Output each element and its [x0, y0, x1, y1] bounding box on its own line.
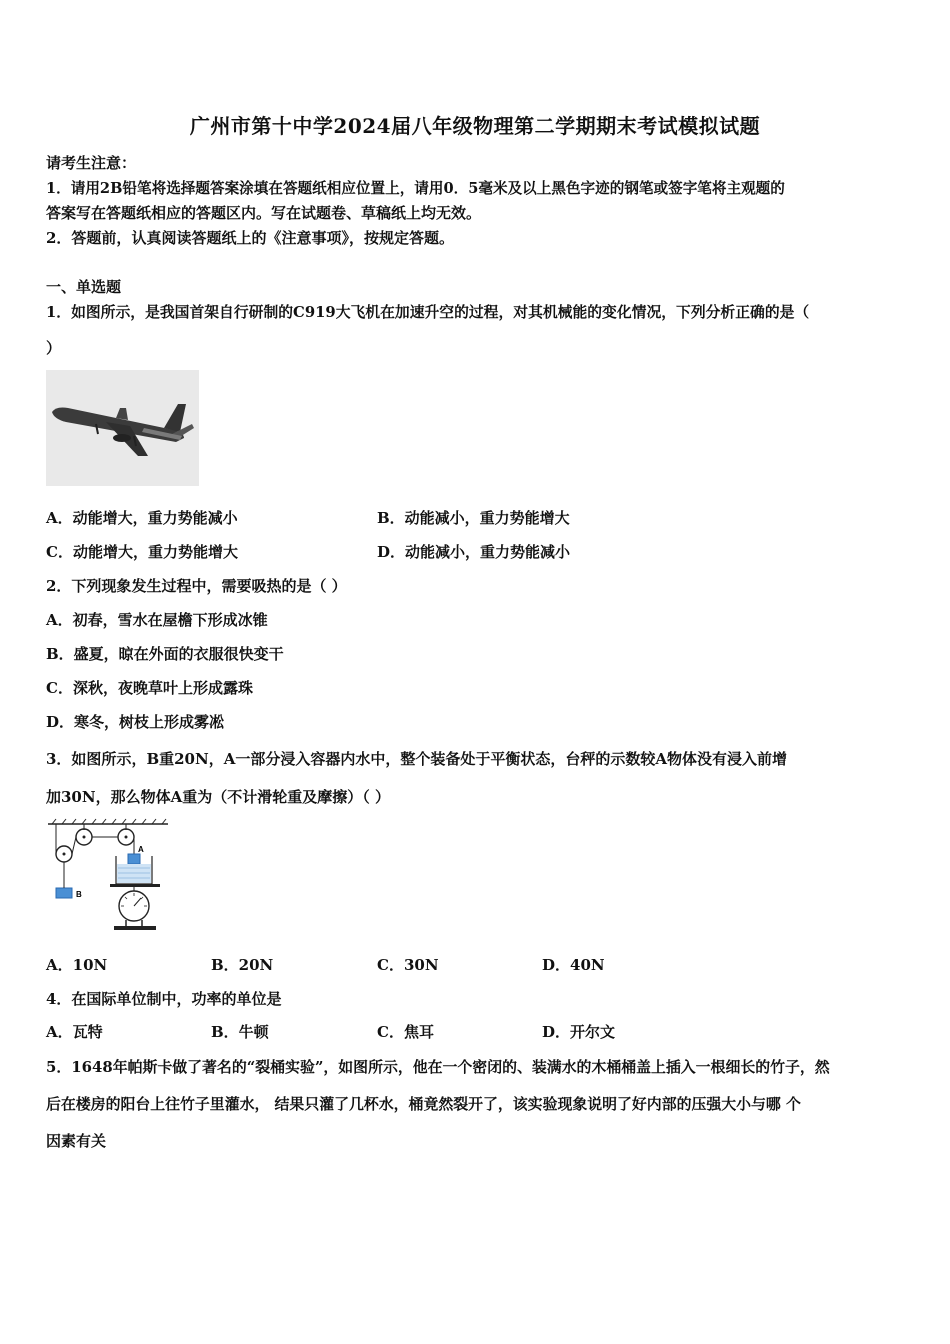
- q1-option-c[interactable]: C．动能增大，重力势能增大: [46, 543, 238, 561]
- pulley-scale-diagram: [46, 818, 172, 936]
- q2-option-d[interactable]: D．寒冬，树枝上形成雾凇: [46, 713, 225, 731]
- label-a: A: [138, 845, 144, 854]
- q2-option-c[interactable]: C．深秋，夜晚草叶上形成露珠: [46, 679, 253, 697]
- q5-line-1: 5．1648年帕斯卡做了著名的“裂桶实验”，如图所示，他在一个密闭的、装满水的木桶桶盖上插入一根细长的竹子，然: [46, 1058, 830, 1076]
- notice-line-2: 2．答题前，认真阅读答题纸上的《注意事项》，按规定答题。: [46, 229, 454, 247]
- section-heading: 一、单选题: [46, 278, 122, 296]
- q5-line-3: 因素有关: [46, 1132, 107, 1150]
- q2-stem: 2．下列现象发生过程中，需要吸热的是（ ）: [46, 577, 347, 595]
- q3-option-a[interactable]: A．10N: [46, 956, 108, 974]
- q3-option-c[interactable]: C．30N: [377, 956, 439, 974]
- q1-option-d[interactable]: D．动能减小，重力势能减小: [377, 543, 571, 561]
- notice-heading: 请考生注意：: [46, 154, 137, 172]
- q4-option-d[interactable]: D．开尔文: [542, 1023, 616, 1041]
- q1-option-a[interactable]: A．动能增大，重力势能减小: [46, 509, 238, 527]
- q3-stem-b: 加30N，那么物体A重为（不计滑轮重及摩擦）（ ）: [46, 788, 390, 806]
- q1-stem-b: ）: [46, 339, 62, 357]
- q1-stem-a: 1．如图所示，是我国首架自行研制的C919大飞机在加速升空的过程，对其机械能的变化情况，下列分析正确的是（: [46, 304, 810, 321]
- exam-title: 广州市第十中学2024届八年级物理第二学期期末考试模拟试题: [189, 114, 761, 138]
- q1-option-b[interactable]: B．动能减小，重力势能增大: [377, 509, 570, 527]
- q4-option-b[interactable]: B．牛顿: [211, 1023, 269, 1041]
- q3-option-d[interactable]: D．40N: [542, 956, 605, 974]
- label-b: B: [76, 890, 82, 899]
- q2-option-b[interactable]: B．盛夏，晾在外面的衣服很快变干: [46, 645, 284, 663]
- q2-option-a[interactable]: A．初春，雪水在屋檐下形成冰锥: [46, 611, 268, 629]
- notice-line-1b: 答案写在答题纸相应的答题区内。写在试题卷、草稿纸上均无效。: [46, 204, 482, 222]
- q5-line-2: 后在楼房的阳台上往竹子里灌水， 结果只灌了几杯水，桶竟然裂开了，该实验现象说明了好内部的压强大小与哪 个: [46, 1095, 801, 1113]
- q3-option-b[interactable]: B．20N: [211, 956, 274, 974]
- q3-stem-a: 3．如图所示，B重20N，A一部分浸入容器内水中，整个装备处于平衡状态，台秤的示数较A物体没有浸入前增: [46, 750, 787, 768]
- airplane-image: [46, 370, 199, 486]
- q4-option-a[interactable]: A．瓦特: [46, 1023, 103, 1041]
- notice-line-1a: 1．请用2B铅笔将选择题答案涂填在答题纸相应位置上，请用0．5毫米及以上黑色字迹的钢笔或签字笔将主观题的: [46, 180, 785, 197]
- q4-stem: 4．在国际单位制中，功率的单位是: [46, 990, 282, 1008]
- q4-option-c[interactable]: C．焦耳: [377, 1023, 434, 1041]
